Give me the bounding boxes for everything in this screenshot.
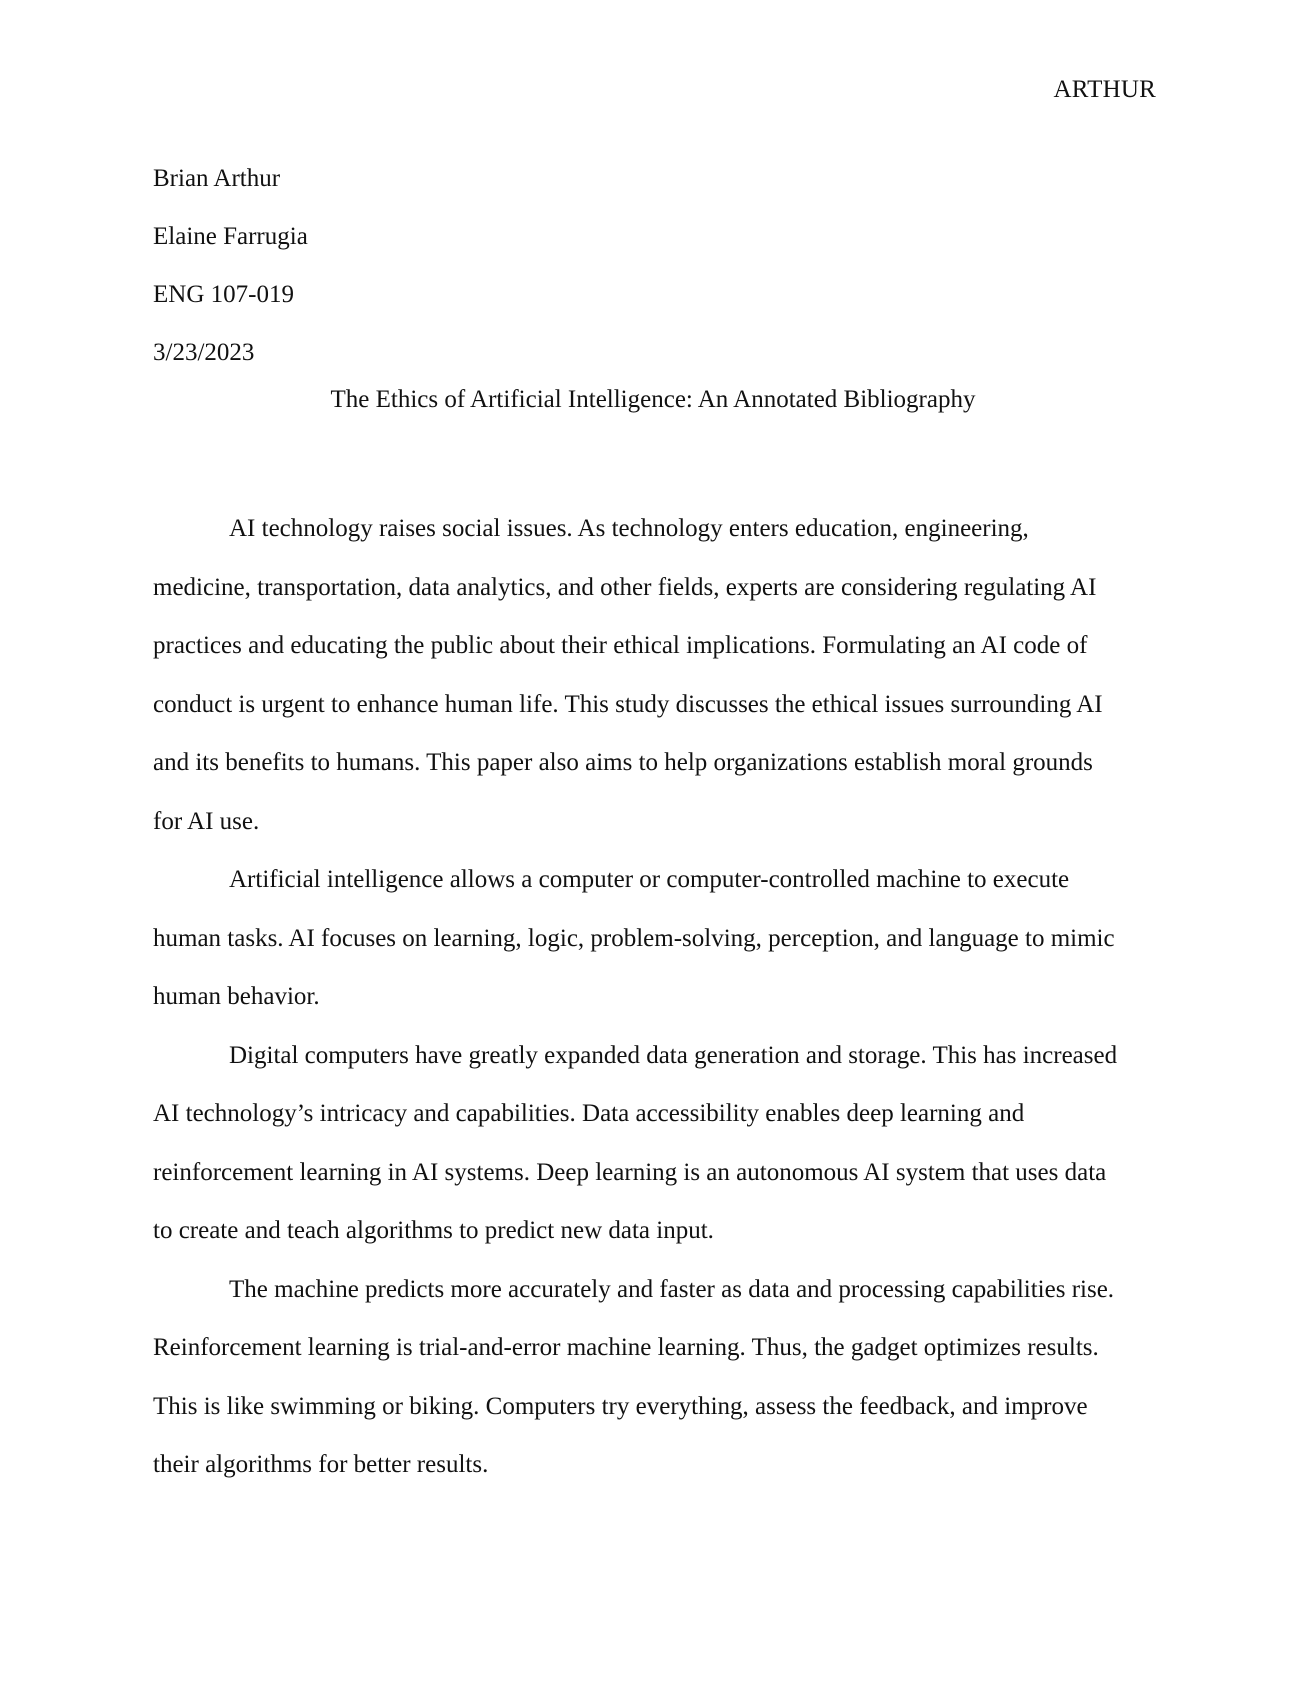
text-line: human tasks. AI focuses on learning, logic, problem-solving, perception, and language to mimic <box>153 924 1115 952</box>
text-line: Digital computers have greatly expanded data generation and storage. This has increased <box>229 1041 1118 1069</box>
text-line: for AI use. <box>153 807 260 835</box>
text-line: The machine predicts more accurately and faster as data and processing capabilities rise. <box>229 1275 1115 1303</box>
text-line: Reinforcement learning is trial-and-error machine learning. Thus, the gadget optimizes results. <box>153 1334 1099 1361</box>
paragraph-3 <box>153 1027 1153 1261</box>
paragraph-2 <box>153 851 1153 1027</box>
course-code: ENG 107-019 <box>153 281 294 308</box>
text-line: This is like swimming or biking. Computers try everything, assess the feedback, and improve <box>153 1392 1088 1420</box>
text-line: Artificial intelligence allows a computer or computer-controlled machine to execute <box>229 866 1070 893</box>
text-line: practices and educating the public about their ethical implications. Formulating an AI code of <box>153 632 1088 659</box>
text-line: their algorithms for better results. <box>153 1451 489 1478</box>
paragraph-1 <box>153 500 1153 851</box>
text-line: medicine, transportation, data analytics, and other fields, experts are considering regulating AI <box>153 573 1097 601</box>
text-line: to create and teach algorithms to predict new data input. <box>153 1217 714 1244</box>
document-title: The Ethics of Artificial Intelligence: An Annotated Bibliography <box>330 386 976 413</box>
text-line: human behavior. <box>153 983 320 1010</box>
author-name: Brian Arthur <box>153 165 281 192</box>
mla-heading <box>153 150 1153 382</box>
text-line: AI technology’s intricacy and capabilities. Data accessibility enables deep learning and <box>153 1100 1025 1127</box>
text-line: AI technology raises social issues. As technology enters education, engineering, <box>229 515 1029 542</box>
text-line: reinforcement learning in AI systems. Deep learning is an autonomous AI system that uses data <box>153 1158 1107 1186</box>
text-line: and its benefits to humans. This paper also aims to help organizations establish moral grounds <box>153 749 1093 776</box>
paragraph-4 <box>153 1261 1153 1495</box>
instructor-name: Elaine Farrugia <box>153 223 308 250</box>
running-head: ARTHUR <box>1053 76 1156 103</box>
body-text <box>153 500 1153 1495</box>
date: 3/23/2023 <box>153 339 255 366</box>
text-line: conduct is urgent to enhance human life. This study discusses the ethical issues surrounding AI <box>153 690 1103 718</box>
